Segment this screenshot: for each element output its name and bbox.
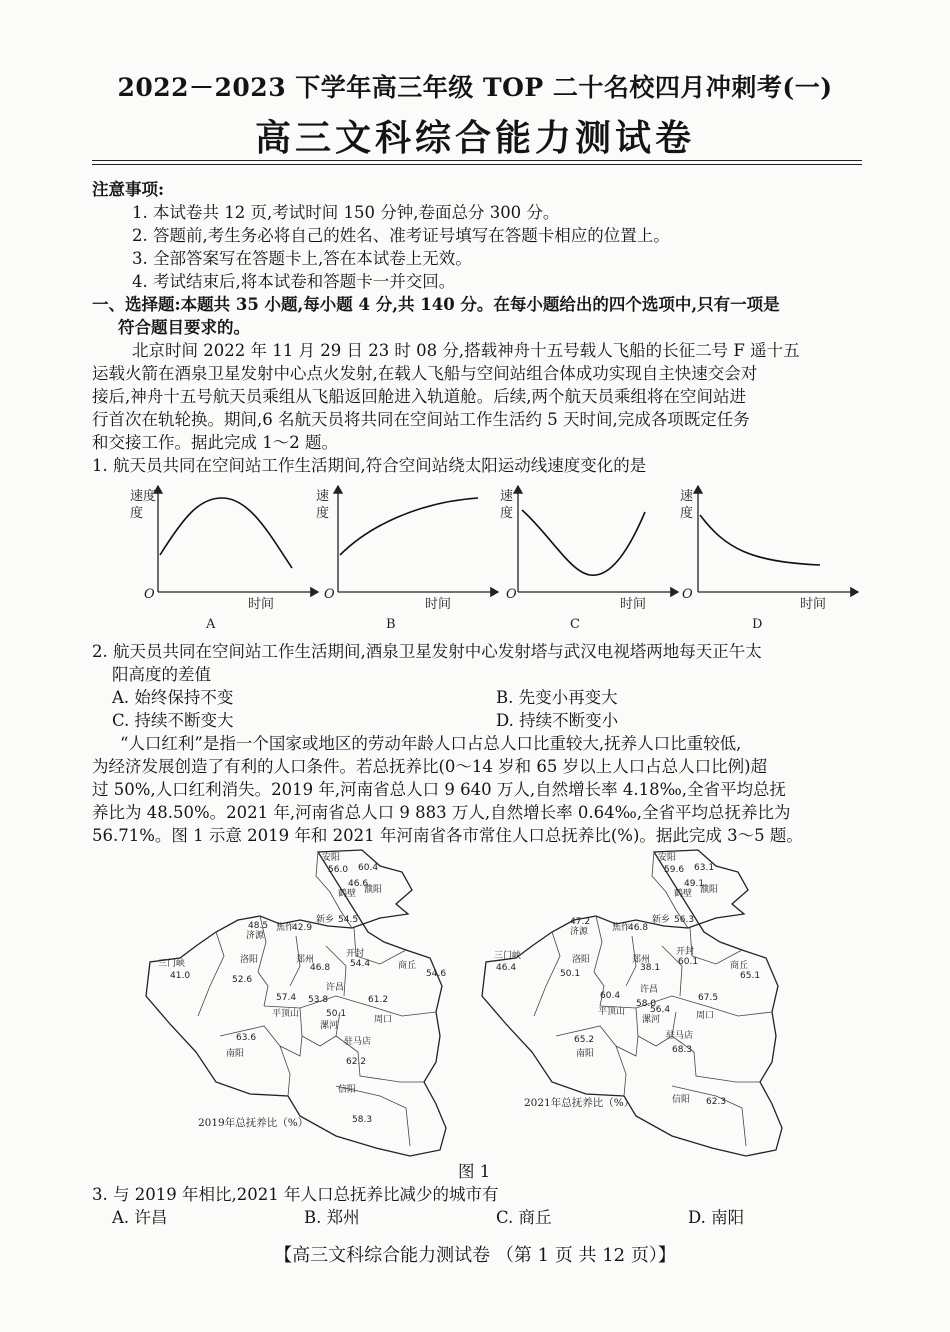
map-label: 46.8: [628, 923, 649, 933]
map-label: 许昌: [640, 985, 659, 995]
map-label: 平顶山: [272, 1009, 300, 1019]
passage1-line: 运载火箭在酒泉卫星发射中心点火发射,在载人飞船与空间站组合体成功实现自主快速交会对: [92, 364, 758, 383]
map-label: 焦作: [276, 923, 295, 933]
q3-option-a[interactable]: A. 许昌: [112, 1208, 168, 1227]
map-label: 42.9: [292, 923, 313, 933]
map-label: 68.3: [672, 1045, 693, 1055]
map-label: 新乡: [652, 915, 671, 925]
page-footer: 【高三文科综合能力测试卷 （第 1 页 共 12 页）】: [274, 1245, 676, 1266]
map-label: 鹤壁: [674, 889, 693, 899]
paper-title: 高三文科综合能力测试卷: [254, 117, 695, 159]
graph-c: [500, 486, 678, 632]
map-label: 济源: [570, 927, 589, 937]
notice-item: 4. 考试结束后,将本试卷和答题卡一并交回。: [132, 272, 456, 291]
y-label: 速度: [130, 489, 157, 504]
map-label: 漯河: [642, 1015, 661, 1025]
map-label: 濮阳: [700, 885, 719, 895]
header-rule: [92, 160, 862, 161]
map-label: 50.1: [326, 1009, 347, 1019]
map-label: 59.6: [664, 865, 685, 875]
map-label: 57.4: [276, 993, 297, 1003]
exam-series-title: 2022－2023 下学年高三年级 TOP 二十名校四月冲刺考(一): [117, 73, 833, 102]
svg-text:O: O: [324, 587, 335, 602]
map-label: 54.4: [350, 959, 371, 969]
option-b: B: [386, 617, 396, 632]
map-label: 54.5: [338, 915, 359, 925]
map-label: 58.0: [636, 999, 657, 1009]
passage1-line: 接后,神舟十五号航天员乘组从飞船返回舱进入轨道舱。后续,两个航天员乘组将在空间站进: [92, 387, 746, 406]
map-label: 周口: [696, 1011, 715, 1021]
map-2021: [482, 850, 782, 1156]
map-label: 63.6: [236, 1033, 257, 1043]
map-label: 开封: [676, 947, 695, 957]
map-label: 65.1: [740, 971, 761, 981]
map-label: 信阳: [672, 1095, 691, 1105]
map-label: 56.4: [650, 1005, 671, 1015]
map-label: 46.6: [348, 879, 369, 889]
passage1-line: 北京时间 2022 年 11 月 29 日 23 时 08 分,搭载神舟十五号载人飞船的长征二号 F 遥十五: [132, 341, 800, 360]
map-2019-title: 2019年总抚养比（%）: [198, 1117, 309, 1129]
svg-text:速: 速: [316, 489, 330, 504]
svg-text:度: 度: [130, 506, 144, 521]
svg-text:时间: 时间: [800, 597, 827, 612]
notice-item: 2. 答题前,考生务必将自己的姓名、准考证号填写在答题卡相应的位置上。: [132, 226, 670, 245]
map-label: 63.1: [694, 863, 715, 873]
map-label: 61.2: [368, 995, 389, 1005]
map-label: 58.3: [352, 1115, 373, 1125]
map-label: 65.2: [574, 1035, 595, 1045]
passage1-line: 和交接工作。据此完成 1～2 题。: [92, 433, 338, 452]
svg-text:度: 度: [500, 506, 514, 521]
svg-text:度: 度: [316, 506, 330, 521]
graph-a: [130, 486, 318, 632]
map-label: 安阳: [322, 853, 341, 863]
map-label: 漯河: [320, 1021, 339, 1031]
map-label: 安阳: [658, 853, 677, 863]
passage2-line: 为经济发展创造了有利的人口条件。若总抚养比(0～14 岁和 65 岁以上人口占总人口比例)超: [92, 757, 768, 776]
q2-stem: 2. 航天员共同在空间站工作生活期间,酒泉卫星发射中心发射塔与武汉电视塔两地每天正午太: [92, 642, 762, 661]
map-label: 56.3: [674, 915, 695, 925]
map-label: 驻马店: [666, 1031, 694, 1041]
svg-text:时间: 时间: [425, 597, 452, 612]
option-d: D: [752, 617, 763, 632]
passage2-line: “人口红利”是指一个国家或地区的劳动年龄人口占总人口比重较大,抚养人口比重较低,: [120, 734, 742, 753]
map-label: 62.3: [706, 1097, 727, 1107]
passage2-line: 养比为 48.50%。2021 年,河南省总人口 9 883 万人,自然增长率 0.64‰,全省平均总抚养比为: [92, 803, 791, 822]
notice-item: 3. 全部答案写在答题卡上,答在本试卷上无效。: [132, 249, 472, 268]
q2-option-a[interactable]: A. 始终保持不变: [112, 688, 234, 707]
q2-option-c[interactable]: C. 持续不断变大: [112, 711, 234, 730]
map-label: 60.4: [600, 991, 621, 1001]
map-label: 50.1: [560, 969, 581, 979]
map-label: 三门峡: [158, 959, 186, 969]
header-rule-thin: [92, 164, 862, 165]
map-label: 焦作: [612, 923, 631, 933]
map-label: 濮阳: [364, 885, 383, 895]
map-label: 三门峡: [494, 951, 522, 961]
notice-title: 注意事项:: [92, 180, 165, 199]
map-label: 53.8: [308, 995, 329, 1005]
map-label: 周口: [374, 1015, 393, 1025]
svg-text:速: 速: [680, 489, 694, 504]
map-label: 许昌: [326, 983, 345, 993]
map-label: 60.1: [678, 957, 699, 967]
map-label: 46.4: [496, 963, 517, 973]
q1-stem: 1. 航天员共同在空间站工作生活期间,符合空间站绕太阳运动线速度变化的是: [92, 456, 647, 475]
map-label: 商丘: [730, 961, 749, 971]
section-heading-cont: 符合题目要求的。: [118, 318, 250, 337]
q3-option-c[interactable]: C. 商丘: [496, 1208, 552, 1227]
origin: O: [144, 587, 155, 602]
map-2021-title: 2021年总抚养比（%）: [524, 1097, 635, 1109]
map-label: 信阳: [338, 1085, 357, 1095]
map-label: 38.1: [640, 963, 661, 973]
map-label: 52.6: [232, 975, 253, 985]
q1-graphs: [100, 480, 860, 640]
q2-option-d[interactable]: D. 持续不断变小: [496, 711, 619, 730]
map-label: 46.8: [310, 963, 331, 973]
q2-option-b[interactable]: B. 先变小再变大: [496, 688, 618, 707]
map-label: 60.4: [358, 863, 379, 873]
map-2019: [146, 850, 446, 1156]
map-label: 济源: [246, 931, 265, 941]
map-label: 南阳: [226, 1049, 245, 1059]
map-label: 开封: [346, 949, 365, 959]
passage1-line: 行首次在轨轮换。期间,6 名航天员将共同在空间站工作生活约 5 天时间,完成各项既定任务: [92, 410, 750, 429]
svg-text:O: O: [506, 587, 517, 602]
map-label: 47.2: [570, 917, 591, 927]
q2-stem-cont: 阳高度的差值: [112, 665, 211, 684]
section-heading: 一、选择题:本题共 35 小题,每小题 4 分,共 140 分。在每小题给出的四个选项中,只有一项是: [92, 295, 780, 314]
map-label: 48.5: [248, 921, 269, 931]
map-label: 洛阳: [240, 955, 259, 965]
svg-text:度: 度: [680, 506, 694, 521]
map-label: 54.6: [426, 969, 447, 979]
q3-option-d[interactable]: D. 南阳: [688, 1208, 745, 1227]
map-label: 郑州: [632, 955, 651, 965]
svg-text:时间: 时间: [620, 597, 647, 612]
map-label: 49.1: [684, 879, 705, 889]
q3-option-b[interactable]: B. 郑州: [304, 1208, 360, 1227]
map-label: 郑州: [296, 955, 315, 965]
q3-stem: 3. 与 2019 年相比,2021 年人口总抚养比减少的城市有: [92, 1185, 499, 1204]
graph-d: [680, 486, 858, 632]
map-label: 67.5: [698, 993, 719, 1003]
option-c: C: [570, 617, 580, 632]
map-label: 鹤壁: [338, 889, 357, 899]
map-label: 驻马店: [344, 1037, 372, 1047]
map-label: 62.2: [346, 1057, 367, 1067]
svg-text:O: O: [682, 587, 693, 602]
map-label: 商丘: [398, 961, 417, 971]
passage2-line: 过 50%,人口红利消失。2019 年,河南省总人口 9 640 万人,自然增长率 4.18‰,全省平均总抚: [92, 780, 786, 799]
graph-b: [316, 486, 498, 632]
figure-1-maps: [140, 846, 800, 1158]
figure-caption: 图 1: [458, 1162, 491, 1181]
option-a: A: [206, 617, 216, 632]
passage2-line: 56.71%。图 1 示意 2019 年和 2021 年河南省各市常住人口总抚养比(%)。据此完成 3～5 题。: [92, 826, 803, 845]
x-label: 时间: [248, 597, 275, 612]
map-label: 南阳: [576, 1049, 595, 1059]
map-label: 41.0: [170, 971, 191, 981]
map-label: 洛阳: [572, 955, 591, 965]
notice-item: 1. 本试卷共 12 页,考试时间 150 分钟,卷面总分 300 分。: [132, 203, 560, 222]
map-label: 新乡: [316, 915, 335, 925]
map-label: 56.0: [328, 865, 349, 875]
map-label: 平顶山: [598, 1007, 626, 1017]
svg-text:速: 速: [500, 489, 514, 504]
